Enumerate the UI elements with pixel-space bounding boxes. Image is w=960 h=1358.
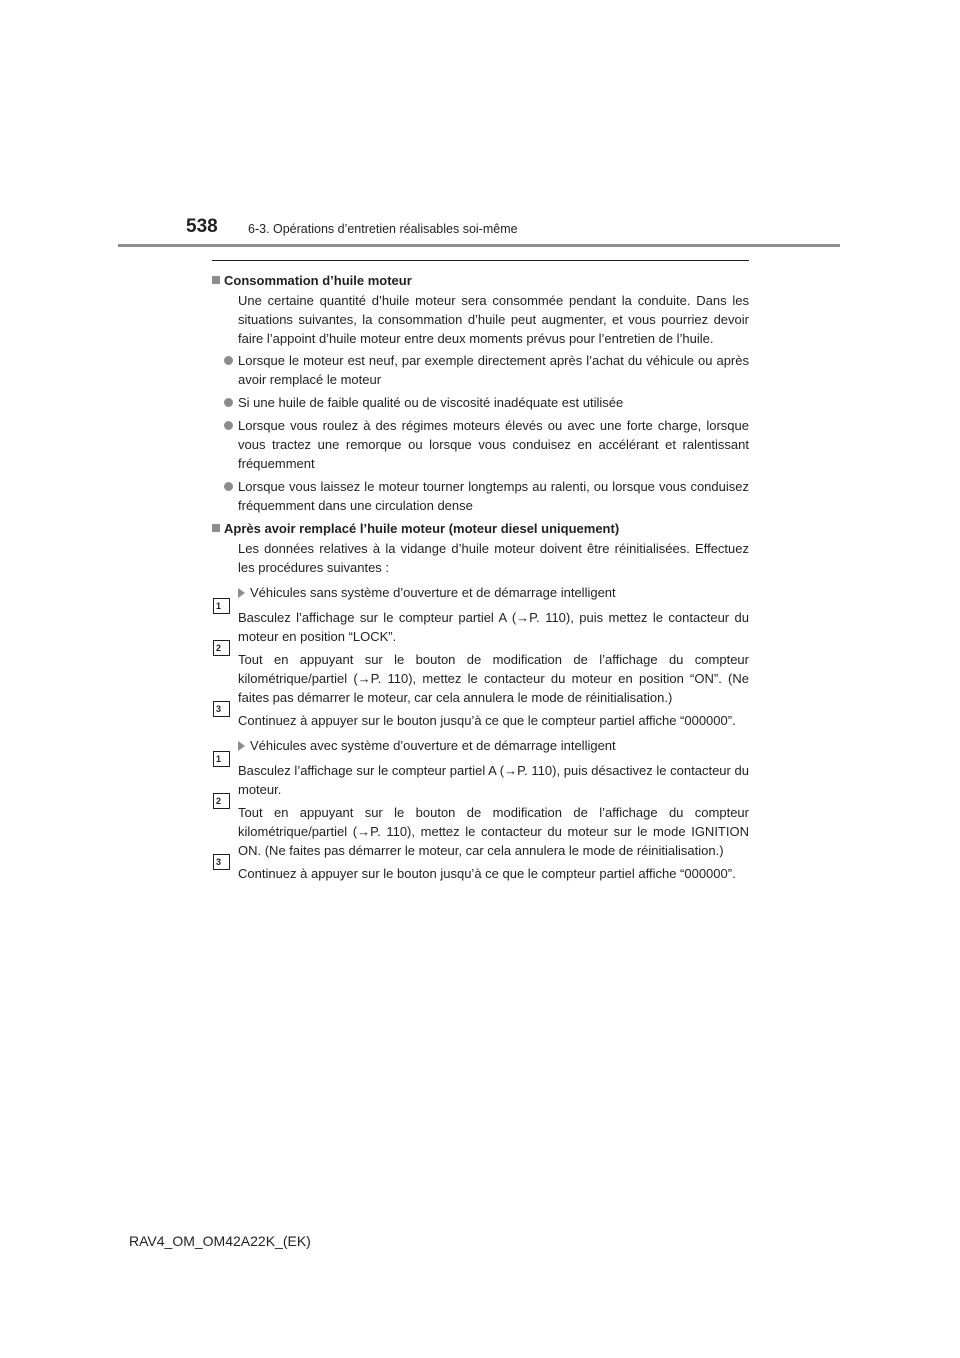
section-title: Après avoir remplacé l’huile moteur (moteur diesel uniquement) <box>224 521 620 536</box>
square-bullet-icon <box>212 276 220 284</box>
list-item-text: Lorsque vous laissez le moteur tourner longtemps au ralenti, ou lorsque vous conduisez fréquemment dans une circulation dense <box>238 479 749 513</box>
chapter-title: 6-3. Opérations d’entretien réalisables soi-même <box>248 222 518 236</box>
step-item <box>216 857 749 883</box>
square-bullet-icon <box>212 524 220 532</box>
step-number-badge: 1 <box>213 598 230 614</box>
page-number: 538 <box>186 216 218 237</box>
list-item <box>224 393 749 412</box>
circle-bullet-icon <box>224 398 233 407</box>
list-item-text: Si une huile de faible qualité ou de viscosité inadéquate est utilisée <box>238 395 624 410</box>
step-item <box>216 796 749 860</box>
step-text: Continuez à appuyer sur le bouton jusqu’à ce que le compteur partiel affiche “000000”. <box>238 713 736 728</box>
section-heading <box>212 519 749 538</box>
header-rule <box>118 244 840 247</box>
step-number-badge: 3 <box>213 854 230 870</box>
step-text: Basculez l’affichage sur le compteur partiel A (→P. 110), puis désactivez le contacteur du moteur. <box>238 763 749 797</box>
section-heading <box>212 271 749 290</box>
variant-heading <box>238 583 749 602</box>
list-item-text: Lorsque vous roulez à des régimes moteurs élevés ou avec une forte charge, lorsque vous tractez une remorque ou lorsque vous conduisez en accélérant et ralentissant fréquemment <box>238 418 749 471</box>
list-item <box>224 351 749 389</box>
document-code: RAV4_OM_OM42A22K_(EK) <box>129 1233 311 1249</box>
step-number-badge: 2 <box>213 793 230 809</box>
circle-bullet-icon <box>224 356 233 365</box>
step-text: Tout en appuyant sur le bouton de modification de l’affichage du compteur kilométrique/partiel (→P. 110), mettez le contacteur du moteur sur le mode IGNITION ON. (Ne faites pas démarrer le moteur, car cela annulera le mode de réinitialisation.) <box>238 805 749 858</box>
step-number-badge: 3 <box>213 701 230 717</box>
variant-heading <box>238 736 749 755</box>
triangle-marker-icon <box>238 741 245 751</box>
step-text: Tout en appuyant sur le bouton de modification de l’affichage du compteur kilométrique/partiel (→P. 110), mettez le contacteur du moteur en position “ON”. (Ne faites pas démarrer le moteur, car cela annulera le mode de réinitialisation.) <box>238 652 749 705</box>
variant-label: Véhicules avec système d’ouverture et de démarrage intelligent <box>250 738 616 753</box>
step-item <box>216 601 749 646</box>
circle-bullet-icon <box>224 421 233 430</box>
step-text: Basculez l’affichage sur le compteur partiel A (→P. 110), puis mettez le contacteur du moteur en position “LOCK”. <box>238 610 749 644</box>
section-rule <box>212 260 749 261</box>
circle-bullet-icon <box>224 482 233 491</box>
variant-label: Véhicules sans système d’ouverture et de démarrage intelligent <box>250 585 616 600</box>
step-item <box>216 643 749 707</box>
step-item <box>216 754 749 799</box>
step-item <box>216 704 749 730</box>
section-paragraph: Les données relatives à la vidange d’huile moteur doivent être réinitialisées. Effectuez les procédures suivantes : <box>238 541 749 575</box>
step-number-badge: 2 <box>213 640 230 656</box>
section-paragraph: Une certaine quantité d’huile moteur sera consommée pendant la conduite. Dans les situations suivantes, la consommation d’huile peut augmenter, et vous pourriez devoir faire l’appoint d’huile moteur entre deux moments prévus pour l’entretien de l’huile. <box>238 293 749 346</box>
step-text: Continuez à appuyer sur le bouton jusqu’à ce que le compteur partiel affiche “000000”. <box>238 866 736 881</box>
step-number-badge: 1 <box>213 751 230 767</box>
page-content <box>212 271 749 887</box>
section-title: Consommation d’huile moteur <box>224 273 412 288</box>
triangle-marker-icon <box>238 588 245 598</box>
list-item-text: Lorsque le moteur est neuf, par exemple directement après l’achat du véhicule ou après avoir remplacé le moteur <box>238 353 749 387</box>
list-item <box>224 416 749 473</box>
list-item <box>224 477 749 515</box>
